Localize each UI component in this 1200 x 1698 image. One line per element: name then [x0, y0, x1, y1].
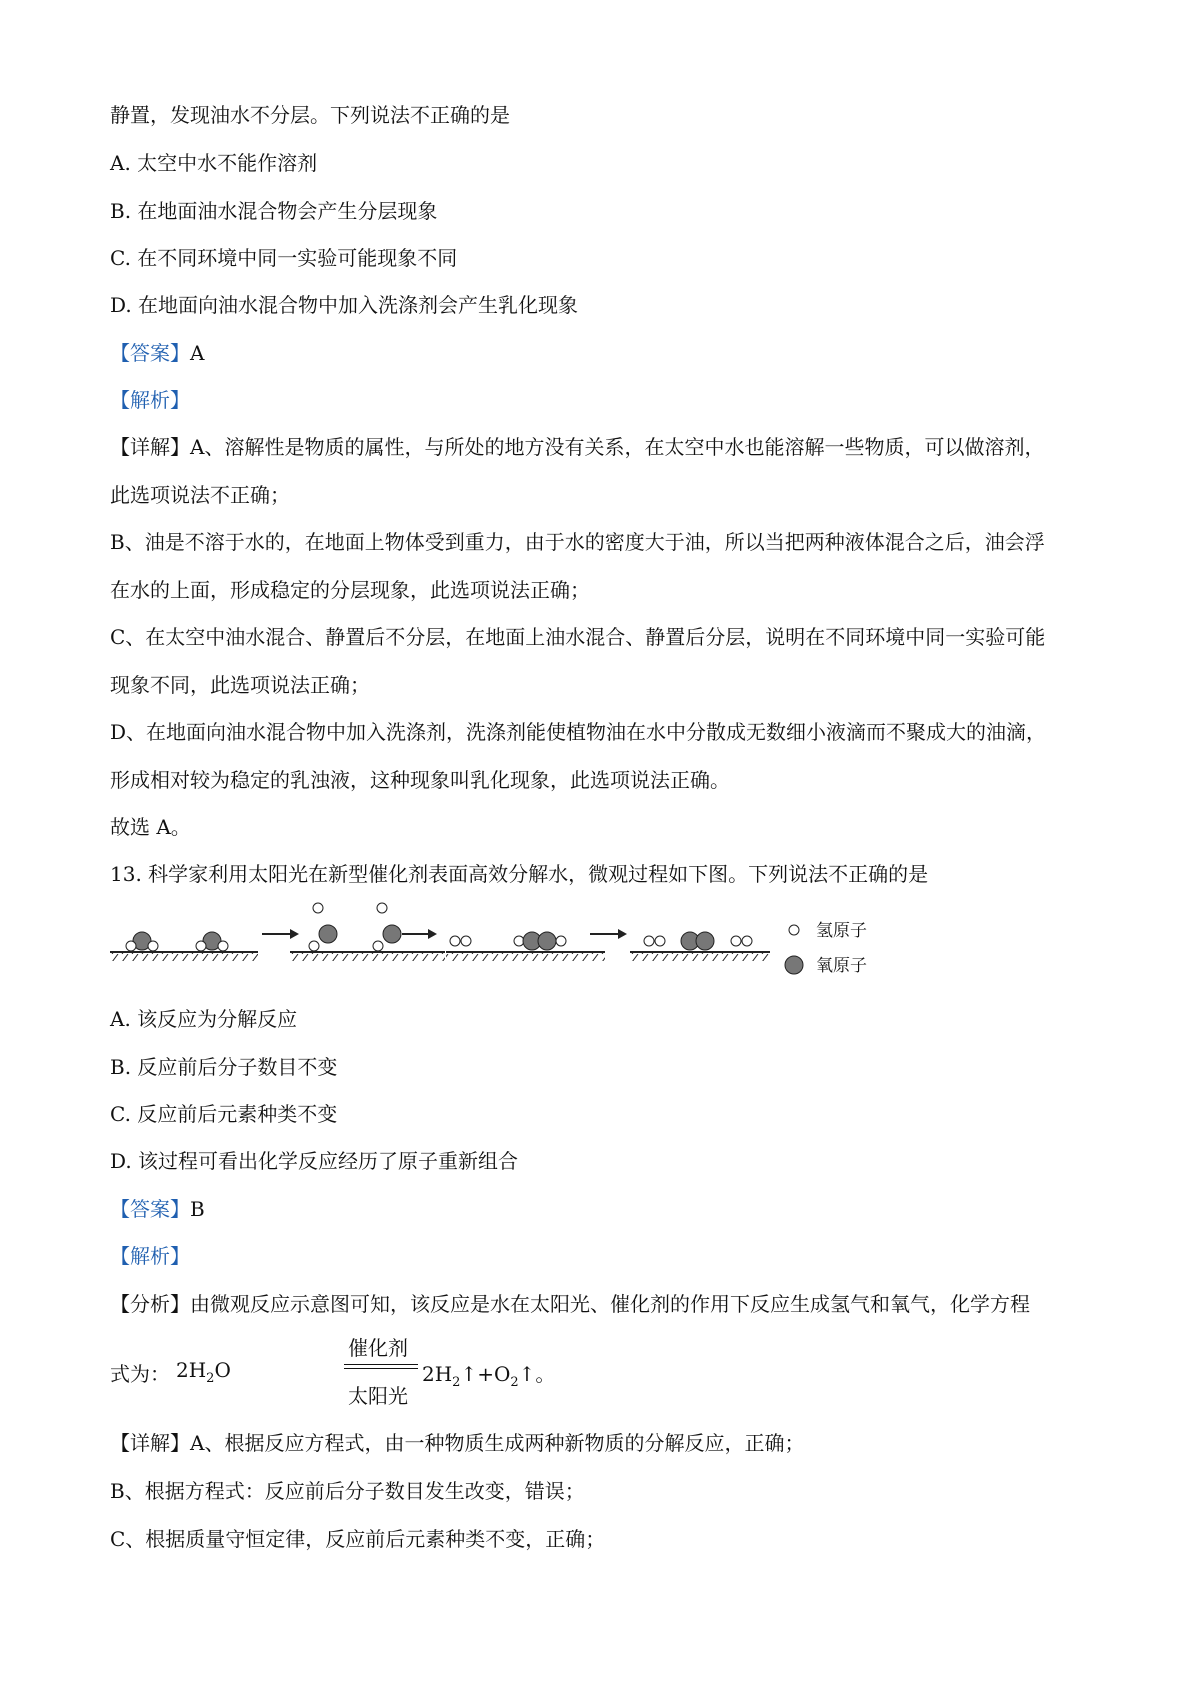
- catalyst-surface-1: [110, 952, 258, 961]
- q13-option-b: B. 反应前后分子数目不变: [110, 1055, 338, 1079]
- answer-value: A: [190, 341, 205, 365]
- q12-detail-line: C、在太空中油水混合、静置后不分层，在地面上油水混合、静置后分层，说明在不同环境中同一实验可能: [110, 625, 1046, 649]
- hydrogen-atom: [644, 936, 654, 946]
- q12-detail-line: 在水的上面，形成稳定的分层现象，此选项说法正确；: [110, 578, 590, 602]
- oxygen-atom: [383, 925, 401, 943]
- q12-detail-line: 此选项说法不正确；: [110, 483, 290, 507]
- legend-oxygen-label: 氧原子: [816, 956, 867, 976]
- q13-answer: [110, 1196, 205, 1222]
- equation-bar: [344, 1364, 418, 1365]
- q12-option-c: C. 在不同环境中同一实验可能现象不同: [110, 246, 458, 270]
- q13-option-d: D. 该过程可看出化学反应经历了原子重新组合: [110, 1149, 519, 1173]
- hydrogen-atom: [742, 936, 752, 946]
- q12-option-a: A. 太空中水不能作溶剂: [110, 151, 318, 175]
- hydrogen-atom: [373, 941, 383, 951]
- water-molecule: [196, 932, 228, 951]
- q12-option-b: B. 在地面油水混合物会产生分层现象: [110, 199, 438, 223]
- q12-option-d: D. 在地面向油水混合物中加入洗涤剂会产生乳化现象: [110, 293, 579, 317]
- hydrogen-atom: [655, 936, 665, 946]
- q13-detail-line: B、根据方程式：反应前后分子数目发生改变，错误；: [110, 1479, 585, 1503]
- arrow-icon: [590, 929, 627, 939]
- q12-analysis-tag: 【解析】: [110, 388, 190, 412]
- q12-detail-line: 形成相对较为稳定的乳浊液，这种现象叫乳化现象，此选项说法正确。: [110, 768, 730, 792]
- equation-bar: [344, 1368, 418, 1369]
- answer-tag: 【答案】: [110, 341, 190, 365]
- q13-analysis-line: 【分析】由微观反应示意图可知，该反应是水在太阳光、催化剂的作用下反应生成氢气和氧气，化学方程: [110, 1292, 1030, 1316]
- equation-prefix: 式为：: [110, 1362, 170, 1386]
- hydrogen-atom: [450, 936, 460, 946]
- arrow-icon: [402, 929, 437, 939]
- equation-reactant: $2H_2O$: [176, 1358, 231, 1386]
- water-molecule: [126, 932, 158, 951]
- hydrogen-atom: [309, 941, 319, 951]
- chemical-equation: [110, 1332, 710, 1412]
- hydrogen-atom: [377, 903, 387, 913]
- equation-products: $2H_2↑+O_2↑$。: [422, 1362, 556, 1390]
- q12-answer: [110, 340, 204, 366]
- answer-tag: 【答案】: [110, 1197, 190, 1221]
- q12-detail-line: 【详解】A、溶解性是物质的属性，与所处的地方没有关系，在太空中水也能溶解一些物质，可以做溶剂，: [110, 435, 1045, 459]
- q13-option-c: C. 反应前后元素种类不变: [110, 1102, 338, 1126]
- legend-oxygen-icon: [785, 956, 803, 974]
- q12-conclusion: 故选 A。: [110, 815, 191, 839]
- hydrogen-atom: [556, 936, 566, 946]
- hydrogen-atom: [461, 936, 471, 946]
- oxygen-atom: [319, 925, 337, 943]
- q13-option-a: A. 该反应为分解反应: [110, 1007, 298, 1031]
- oxygen-atom: [538, 932, 556, 950]
- q12-detail-line: D、在地面向油水混合物中加入洗涤剂，洗涤剂能使植物油在水中分散成无数细小液滴而不聚成大的油滴，: [110, 720, 1047, 744]
- reaction-diagram: [100, 898, 980, 978]
- catalyst-surface-4: [630, 952, 770, 961]
- q13-detail-line: 【详解】A、根据反应方程式，由一种物质生成两种新物质的分解反应，正确；: [110, 1431, 805, 1455]
- equation-condition-sunlight: 太阳光: [348, 1384, 408, 1408]
- q12-stem-tail: 静置，发现油水不分层。下列说法不正确的是: [110, 103, 510, 127]
- catalyst-surface-2: [290, 952, 445, 961]
- arrow-icon: [262, 929, 299, 939]
- q13-detail-line: C、根据质量守恒定律，反应前后元素种类不变，正确；: [110, 1527, 606, 1551]
- legend-hydrogen-label: 氢原子: [816, 921, 867, 941]
- q12-detail-line: 现象不同，此选项说法正确；: [110, 673, 370, 697]
- answer-value: B: [190, 1197, 205, 1221]
- hydrogen-atom: [313, 903, 323, 913]
- q13-stem: 13. 科学家利用太阳光在新型催化剂表面高效分解水，微观过程如下图。下列说法不正确的是: [110, 862, 929, 886]
- catalyst-surface-3: [446, 952, 605, 961]
- hydrogen-atom: [731, 936, 741, 946]
- equation-condition-catalyst: 催化剂: [348, 1336, 408, 1360]
- oxygen-atom: [696, 932, 714, 950]
- legend-hydrogen-icon: [789, 925, 799, 935]
- q12-detail-line: B、油是不溶于水的，在地面上物体受到重力，由于水的密度大于油，所以当把两种液体混合之后，油会浮: [110, 530, 1045, 554]
- q13-analysis-tag: 【解析】: [110, 1244, 190, 1268]
